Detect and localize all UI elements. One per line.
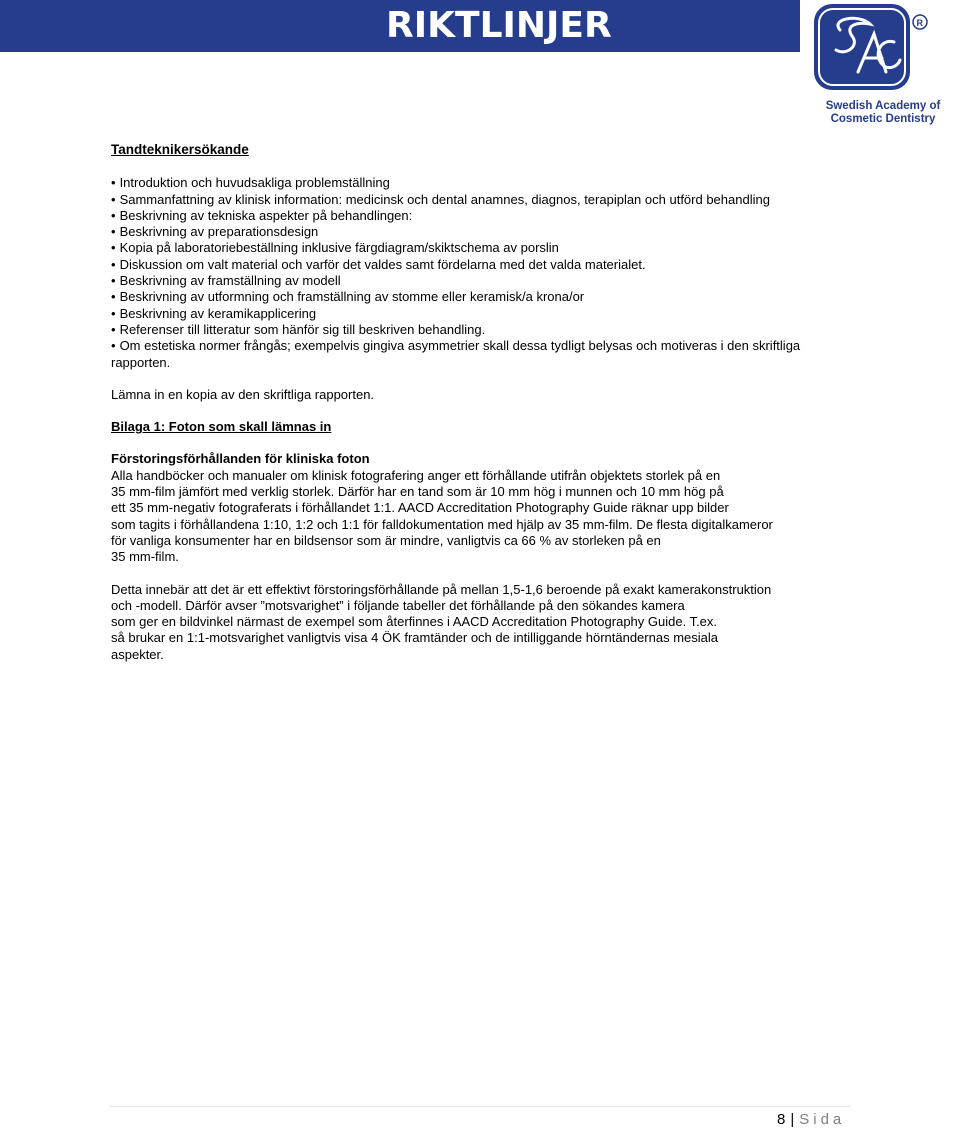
paragraph-line: 35 mm-film jämfört med verklig storlek. Därför har en tand som är 10 mm hög i munnen och 10 mm hög på <box>111 484 724 500</box>
list-item-text: Diskussion om valt material och varför det valdes samt fördelarna med det valda materialet. <box>119 256 646 272</box>
magnification-paragraph-1 <box>111 468 841 566</box>
page-number: 8 <box>777 1111 786 1128</box>
svg-text:R: R <box>916 18 923 28</box>
list-item-text: Beskrivning av preparationsdesign <box>119 224 319 240</box>
list-item <box>111 208 841 224</box>
list-item-text: Beskrivning av utformning och framställning av stomme eller keramisk/a krona/or <box>119 289 585 305</box>
logo-name-line1: Swedish Academy of <box>825 100 941 112</box>
list-item <box>111 273 841 289</box>
list-item-text: Om estetiska normer frångås; exempelvis gingiva asymmetrier skall dessa tydligt belysas och motiveras i den skriftliga rapporten. <box>111 338 801 370</box>
list-item <box>111 322 841 338</box>
list-item <box>111 257 841 273</box>
paragraph-line: och -modell. Därför avser ”motsvarighet” i följande tabeller det förhållande på den sökandes kamera <box>111 597 685 613</box>
list-item-text: Beskrivning av keramikapplicering <box>119 305 317 321</box>
appendix-heading <box>111 419 841 435</box>
footer-divider <box>110 1106 850 1107</box>
list-item-text: Referenser till litteratur som hänför sig till beskriven behandling. <box>119 321 486 337</box>
appendix-subheading: Förstoringsförhållanden för kliniska foton <box>111 451 370 467</box>
paragraph-line: som ger en bildvinkel närmast de exempel som återfinnes i AACD Accreditation Photography Guide. T.ex. <box>111 614 718 630</box>
magnification-paragraph-2 <box>111 582 841 663</box>
list-item <box>111 175 841 191</box>
list-item <box>111 224 841 240</box>
logo-name-line2: Cosmetic Dentistry <box>830 113 936 125</box>
paragraph-line: ett 35 mm-negativ fotograferats i förhållandet 1:1. AACD Accreditation Photography Guide räknar upp bilder <box>111 500 729 516</box>
page-label: Sida <box>799 1111 846 1128</box>
paragraph-line: så brukar en 1:1-motsvarighet vanligtvis visa 4 ÖK framtänder och de intilliggande hörntändernas mesiala <box>111 630 718 646</box>
bullet-marker: • <box>111 207 116 223</box>
bullet-marker: • <box>111 224 116 240</box>
section-heading: Tandteknikersökande <box>111 142 249 157</box>
bullet-marker: • <box>111 338 116 354</box>
list-item <box>111 289 841 305</box>
bullet-marker: • <box>111 256 116 272</box>
paragraph-line: Detta innebär att det är ett effektivt förstoringsförhållande på mellan 1,5-1,6 beroende på exakt kamerakonstruktion <box>111 581 772 597</box>
sacd-monogram-icon <box>800 0 960 100</box>
bullet-marker: • <box>111 321 116 337</box>
list-item-text: Beskrivning av tekniska aspekter på behandlingen: <box>119 207 413 223</box>
logo-name <box>808 100 958 126</box>
document-body <box>111 142 841 663</box>
bullet-marker: • <box>111 175 116 191</box>
bullet-marker: • <box>111 305 116 321</box>
page-footer <box>777 1110 845 1130</box>
paragraph-line: 35 mm-film. <box>111 549 179 565</box>
paragraph-line: som tagits i förhållandena 1:10, 1:2 och 1:1 för falldokumentation med hjälp av 35 mm-film. De flesta digitalkameror <box>111 516 773 532</box>
requirements-list <box>111 175 841 371</box>
list-item <box>111 338 841 371</box>
list-item-text: Beskrivning av framställning av modell <box>119 273 341 289</box>
list-item-text: Kopia på laboratoriebeställning inklusive färgdiagram/skiktschema av porslin <box>119 240 559 256</box>
bullet-marker: • <box>111 240 116 256</box>
bullet-marker: • <box>111 191 116 207</box>
footer-separator: | <box>790 1111 795 1128</box>
bullet-marker: • <box>111 273 116 289</box>
submit-note: Lämna in en kopia av den skriftliga rapporten. <box>111 386 375 402</box>
appendix-heading-text: Bilaga 1: Foton som skall lämnas in <box>111 419 332 435</box>
page-header-title: RIKTLINJER <box>386 5 612 46</box>
bullet-marker: • <box>111 289 116 305</box>
paragraph-line: aspekter. <box>111 646 164 662</box>
paragraph-line: för vanliga konsumenter har en bildsensor som är mindre, vanligtvis ca 66 % av storleken på en <box>111 532 661 548</box>
sacd-logo <box>800 0 960 132</box>
list-item <box>111 240 841 256</box>
paragraph-line: Alla handböcker och manualer om klinisk fotografering anger ett förhållande utifrån objektets storlek på en <box>111 467 721 483</box>
list-item <box>111 306 841 322</box>
list-item <box>111 192 841 208</box>
list-item-text: Sammanfattning av klinisk information: medicinsk och dental anamnes, diagnos, terapiplan och utförd behandling <box>119 191 770 207</box>
list-item-text: Introduktion och huvudsakliga problemställning <box>119 175 390 191</box>
